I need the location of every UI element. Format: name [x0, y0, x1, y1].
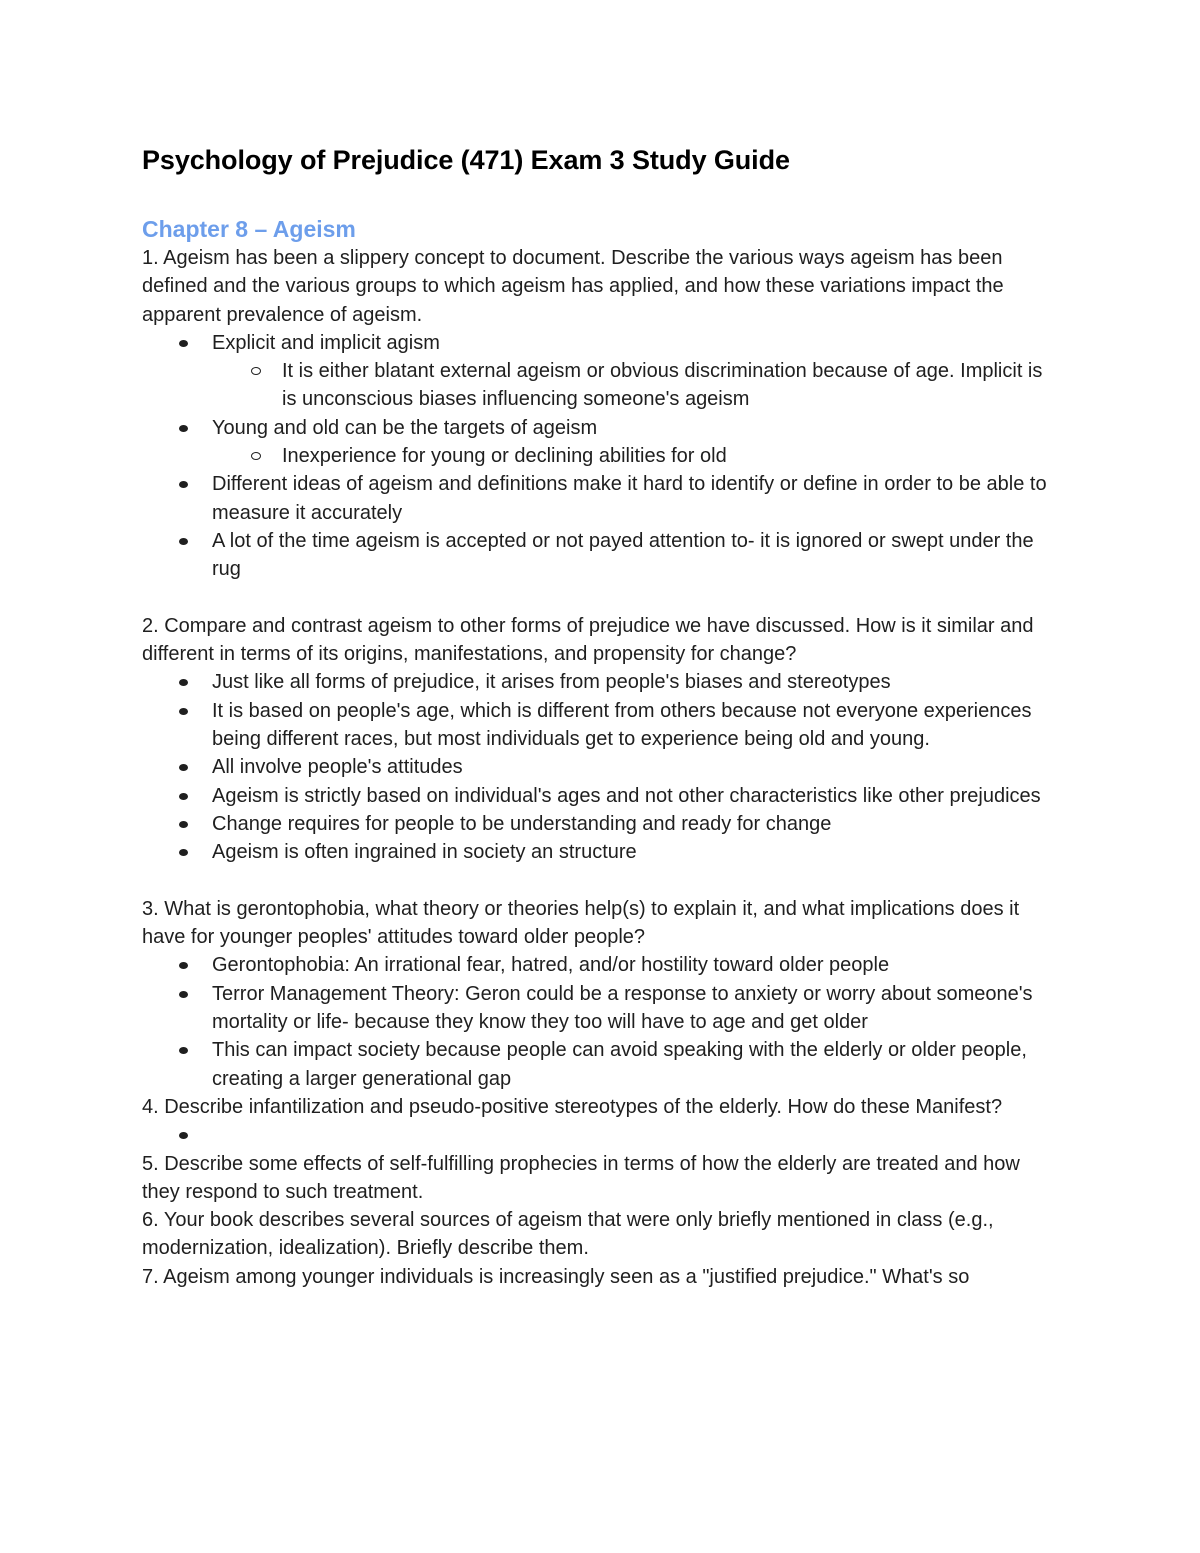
- list-item: [212, 414, 1062, 471]
- list-item: [212, 980, 1062, 1037]
- list-item-text: Terror Management Theory: Geron could be a response to anxiety or worry about someone's mortality or life- because they know they too will have to age and get older: [212, 982, 1033, 1034]
- sub-list: [212, 442, 1062, 470]
- list-item: [212, 470, 1062, 527]
- list-item-text: This can impact society because people can avoid speaking with the elderly or older people, creating a larger generational gap: [212, 1039, 1027, 1090]
- list-item-text: Gerontophobia: An irrational fear, hatred, and/or hostility toward older people: [212, 954, 890, 977]
- list-item: [212, 1121, 1062, 1149]
- question-1-answers: [142, 329, 1062, 584]
- paragraph-spacer: [142, 584, 1062, 612]
- bullet-icon: [179, 679, 188, 686]
- list-item-text: Explicit and implicit agism: [212, 331, 440, 354]
- question-2: 2. Compare and contrast ageism to other forms of prejudice we have discussed. How is it similar and different in terms of its origins, manifestations, and propensity for change?: [142, 614, 1034, 666]
- list-item: [212, 782, 1062, 810]
- list-item: [212, 753, 1062, 781]
- document-page: [142, 140, 1062, 1291]
- bullet-icon: [179, 991, 188, 998]
- list-item-text: Different ideas of ageism and definitions make it hard to identify or define in order to be able to measure it accurately: [212, 473, 1047, 524]
- bullet-icon: [179, 481, 188, 488]
- question-4: 4. Describe infantilization and pseudo-positive stereotypes of the elderly. How do these Manifest?: [142, 1095, 1003, 1118]
- question-5: 5. Describe some effects of self-fulfilling prophecies in terms of how the elderly are treated and how they respond to such treatment.: [142, 1152, 1020, 1203]
- bullet-icon: [179, 1047, 188, 1054]
- bullet-icon: [179, 962, 188, 969]
- bullet-icon: [179, 764, 188, 771]
- list-item-text: A lot of the time ageism is accepted or not payed attention to- it is ignored or swept under the rug: [212, 529, 1034, 581]
- list-item-text: It is based on people's age, which is different from others because not everyone experiences being different races, but most individuals get to experience being old and young.: [212, 699, 1032, 751]
- question-6-line-1: 6. Your book describes several sources of ageism that were only briefly mentioned in class (e.g.,: [142, 1209, 994, 1232]
- list-item: [212, 951, 1062, 979]
- sub-list: [212, 357, 1062, 414]
- list-item-text: All involve people's attitudes: [212, 756, 463, 779]
- question-1: 1. Ageism has been a slippery concept to document. Describe the various ways ageism has been defined and the various groups to which ageism has applied, and how these variations impact the apparent prevalence of ageism.: [142, 247, 1004, 326]
- bullet-icon: [179, 849, 188, 856]
- sub-list-item: [282, 442, 1062, 470]
- list-item: [212, 1036, 1062, 1093]
- list-item-text: Change requires for people to be understanding and ready for change: [212, 812, 832, 835]
- question-6: [142, 1206, 1062, 1263]
- bullet-icon: [179, 793, 188, 800]
- question-2-answers: [142, 668, 1062, 866]
- question-4-answers: [142, 1121, 1062, 1149]
- hollow-bullet-icon: [251, 452, 261, 460]
- list-item-text: Young and old can be the targets of ageism: [212, 416, 598, 439]
- sub-list-item-text: Inexperience for young or declining abilities for old: [282, 445, 727, 468]
- list-item: [212, 668, 1062, 696]
- sub-list-item-text: It is either blatant external ageism or obvious discrimination because of age. Implicit is is unconscious biases influencing someone's ageism: [282, 360, 1043, 411]
- list-item: [212, 838, 1062, 866]
- bullet-icon: [179, 425, 188, 432]
- list-item-text: Ageism is strictly based on individual's ages and not other characteristics like other prejudices: [212, 784, 1041, 807]
- bullet-icon: [179, 708, 188, 715]
- list-item: [212, 329, 1062, 414]
- list-item-text: Just like all forms of prejudice, it arises from people's biases and stereotypes: [212, 671, 891, 694]
- bullet-icon: [179, 1132, 188, 1139]
- question-3: 3. What is gerontophobia, what theory or theories help(s) to explain it, and what implications does it have for younger peoples' attitudes toward older people?: [142, 897, 1020, 949]
- question-3-answers: [142, 951, 1062, 1092]
- bullet-icon: [179, 821, 188, 828]
- question-6-line-2: modernization, idealization). Briefly describe them.: [142, 1237, 589, 1260]
- bullet-icon: [179, 538, 188, 545]
- list-item: [212, 527, 1062, 584]
- list-item: [212, 697, 1062, 754]
- paragraph-spacer: [142, 867, 1062, 895]
- list-item-text: Ageism is often ingrained in society an structure: [212, 841, 637, 864]
- list-item: [212, 810, 1062, 838]
- chapter-heading: Chapter 8 – Ageism: [142, 216, 356, 242]
- document-title: Psychology of Prejudice (471) Exam 3 Study Guide: [142, 145, 790, 175]
- question-7: 7. Ageism among younger individuals is increasingly seen as a "justified prejudice." What's so: [142, 1265, 970, 1288]
- sub-list-item: [282, 357, 1062, 414]
- hollow-bullet-icon: [251, 367, 261, 375]
- bullet-icon: [179, 340, 188, 347]
